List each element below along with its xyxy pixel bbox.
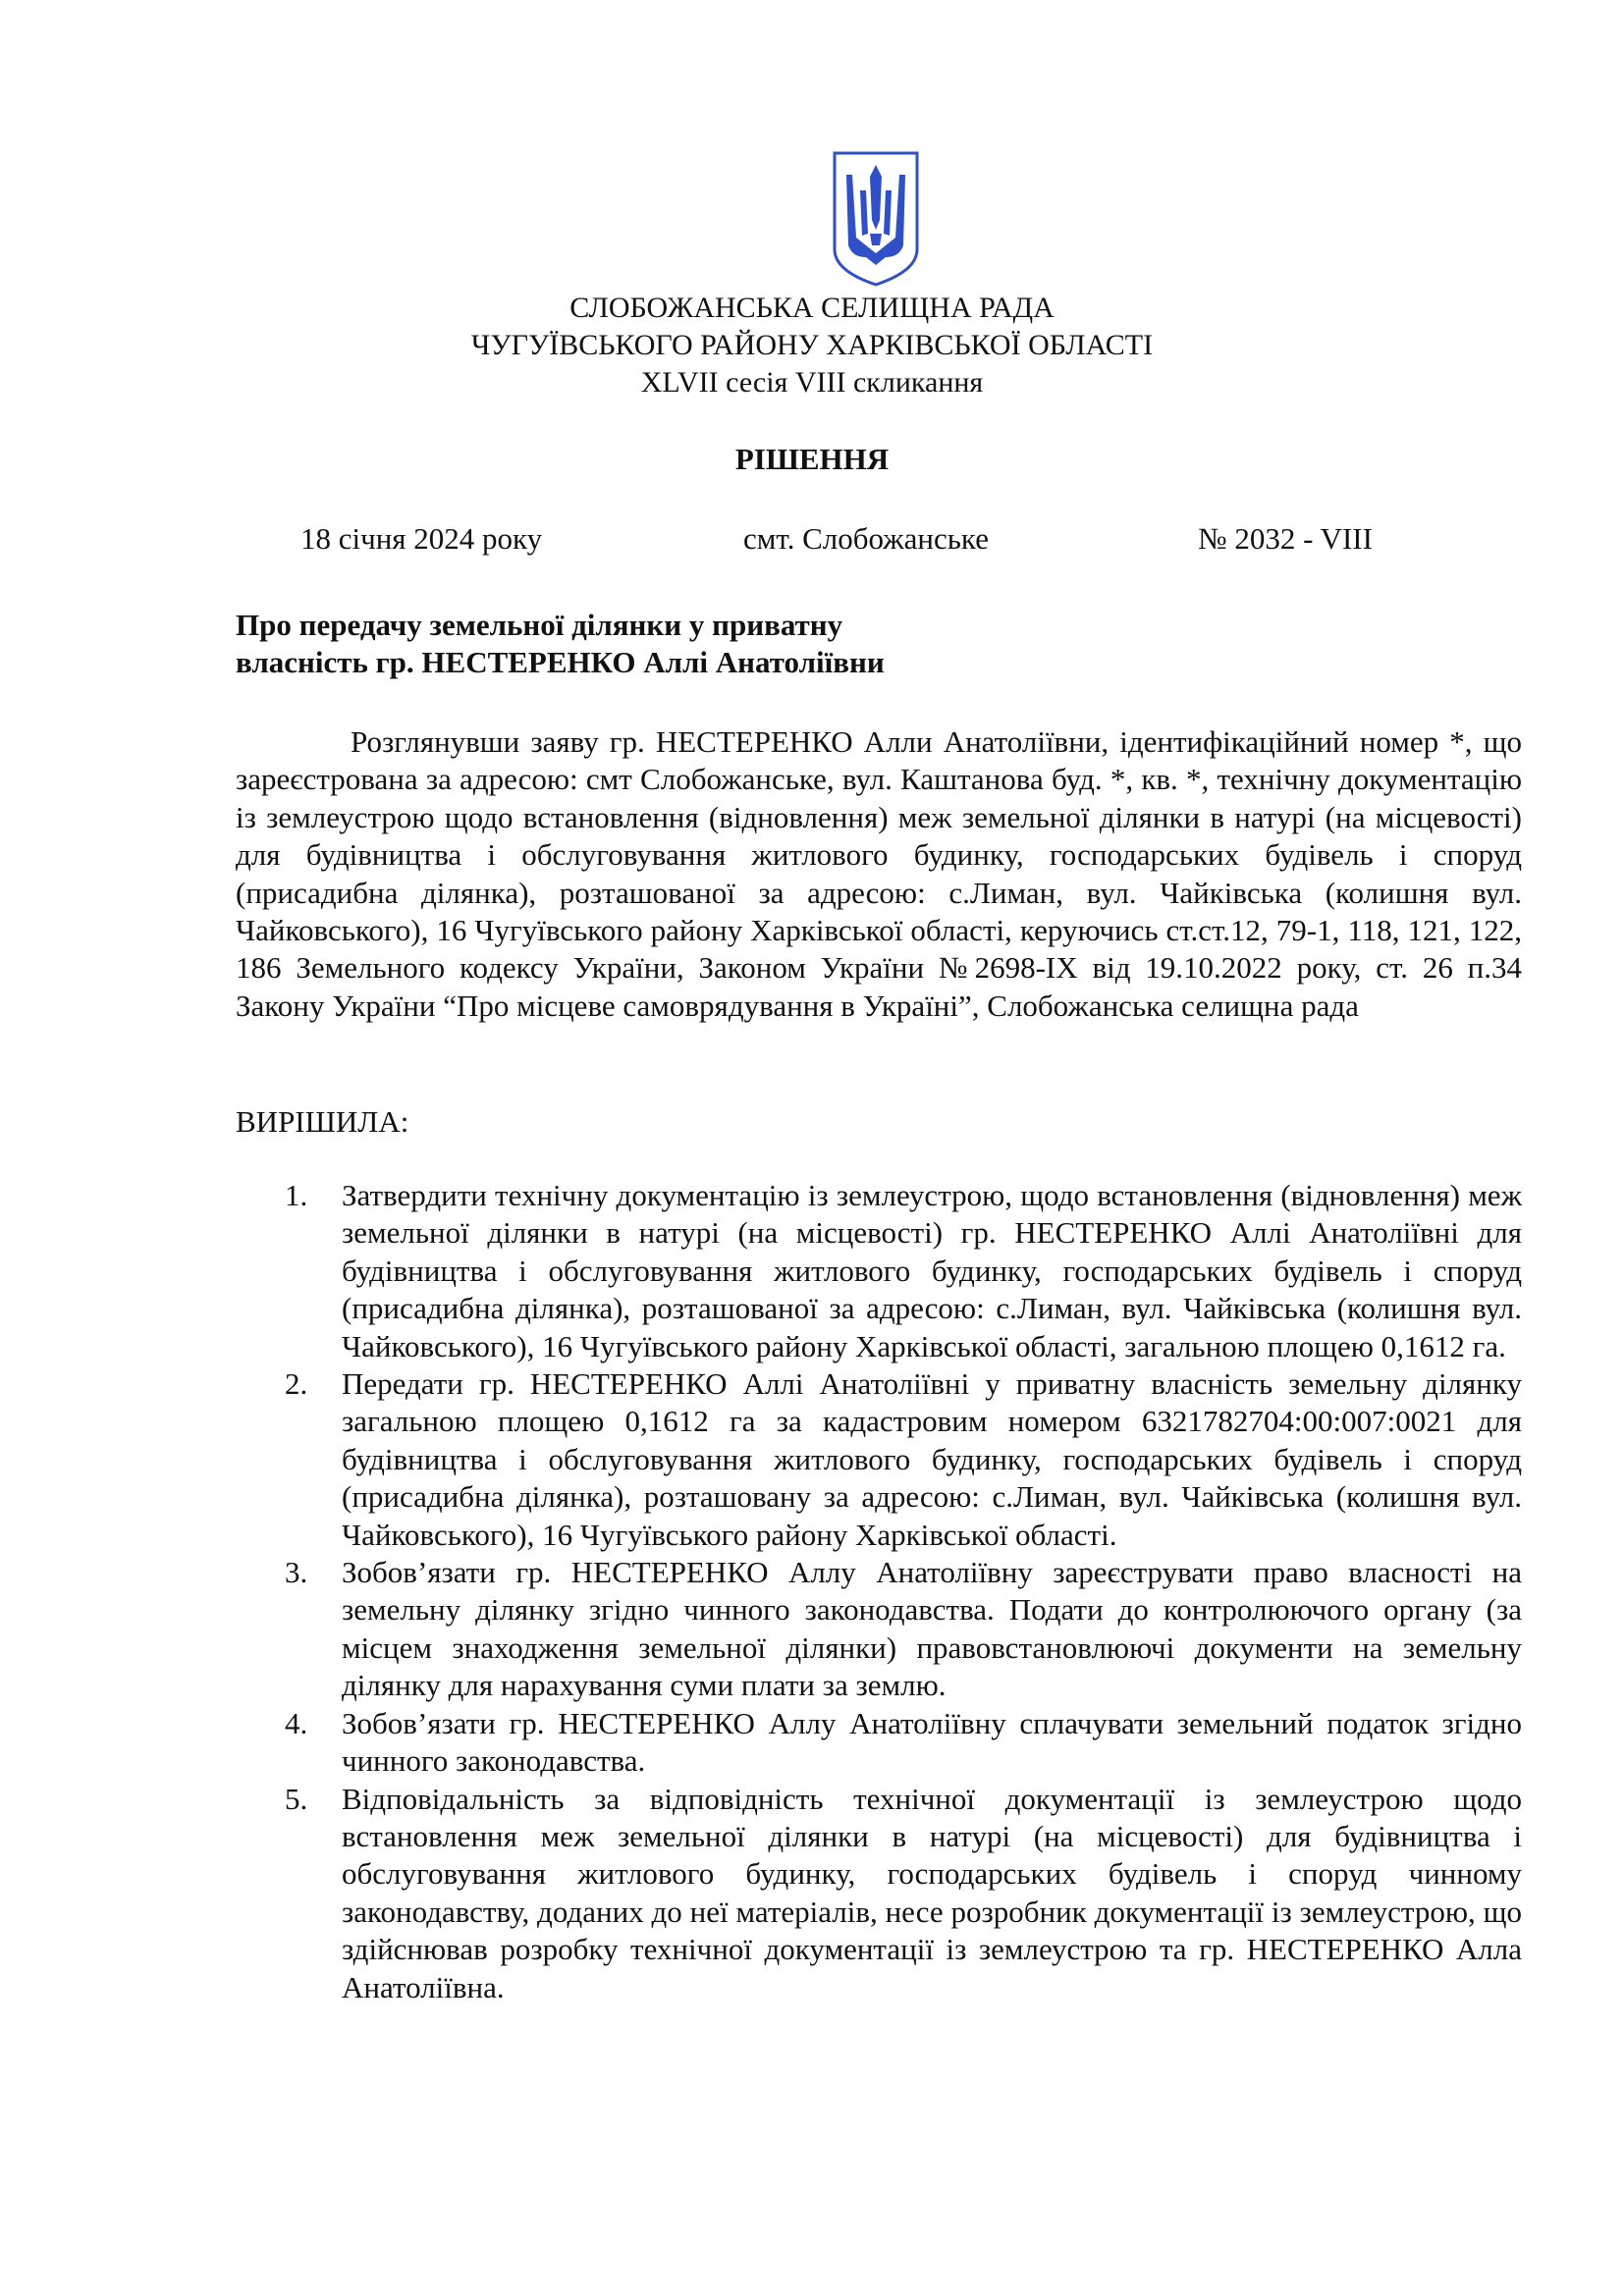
item-text: Передати гр. НЕСТЕРЕНКО Аллі Анатоліївні у приватну власність земельну ділянку загальною площею 0,1612 га за кадастровим номером 6321782704:00:007:0021 для будівництва і обслуговування житлового будинку, господарських будівель і споруд (присадибна ділянка), розташовану за адресою: с.Лиман, вул. Чайківська (колишня вул. Чайковського), 16 Чугуївського району Харківської області.	[342, 1366, 1522, 1552]
preamble-paragraph: Розглянувши заяву гр. НЕСТЕРЕНКО Алли Анатоліївни, ідентифікаційний номер *, що зареєстрована за адресою: смт Слобожанське, вул. Каштанова буд. *, кв. *, технічну документацію із землеустрою щодо встановлення (відновлення) меж земельної ділянки в натурі (на місцевості) для будівництва і обслуговування житлового будинку, господарських будівель і споруд (присадибна ділянка), розташованої за адресою: с.Лиман, вул. Чайківська (колишня вул. Чайковського), 16 Чугуївського району Харківської області, керуючись ст.ст.12, 79-1, 118, 121, 122, 186 Земельного кодексу України, Законом України №2698-ІХ від 19.10.2022 року, ст. 26 п.34 Закону України “Про місцеве самоврядування в Україні”, Слобожанська селищна рада	[236, 724, 1522, 1023]
decision-place: смт. Слобожанське	[743, 521, 989, 556]
decision-item	[285, 1781, 1522, 2006]
resolved-label: ВИРІШИЛА:	[236, 1104, 409, 1139]
doc-type-title: РІШЕННЯ	[734, 442, 890, 476]
item-number: 2.	[285, 1366, 308, 1402]
decision-item	[285, 1177, 1522, 1365]
district-name: ЧУГУЇВСЬКОГО РАЙОНУ ХАРКІВСЬКОЇ ОБЛАСТІ	[470, 329, 1154, 361]
ukraine-trident-coat-of-arms-icon	[831, 151, 921, 287]
item-text: Зобов’язати гр. НЕСТЕРЕНКО Аллу Анатоліївну зареєструвати право власності на земельну ділянку згідно чинного законодавства. Подати до контролюючого органу (за місцем знаходження земельної ділянки) правовстановлюючі документи на земельну ділянку для нарахування суми плати за землю.	[342, 1555, 1522, 1703]
item-number: 4.	[285, 1705, 308, 1740]
decision-list	[285, 1177, 1522, 2006]
decision-number: № 2032 - VIII	[1198, 521, 1373, 556]
item-number: 1.	[285, 1178, 308, 1212]
item-text: Зобов’язати гр. НЕСТЕРЕНКО Аллу Анатоліївну сплачувати земельний податок згідно чинного законодавства.	[342, 1705, 1522, 1779]
item-number: 5.	[285, 1781, 308, 1816]
item-text: Відповідальність за відповідність технічної документації із землеустрою щодо встановлення меж земельної ділянки в натурі (на місцевості) для будівництва і обслуговування житлового будинку, господарських будівель і споруд чинному законодавству, доданих до неї матеріалів, несе розробник документації із землеустрою, що здійснював розробку технічної документації із землеустрою та гр. НЕСТЕРЕНКО Алла Анатоліївна.	[342, 1781, 1522, 2004]
decision-item	[285, 1705, 1522, 1781]
session-line: XLVII сесія VIII скликання	[640, 366, 984, 399]
decision-item	[285, 1554, 1522, 1705]
decision-item	[285, 1365, 1522, 1554]
subject-line-1: Про передачу земельної ділянки у приватну	[236, 608, 843, 642]
subject-line-2: власність гр. НЕСТЕРЕНКО Аллі Анатоліївни	[236, 645, 885, 679]
item-text: Затвердити технічну документацію із землеустрою, щодо встановлення (відновлення) меж земельної ділянки в натурі (на місцевості) гр. НЕСТЕРЕНКО Аллі Анатоліївні для будівництва і обслуговування житлового будинку, господарських будівель і споруд (присадибна ділянка), розташованої за адресою: с.Лиман, вул. Чайківська (колишня вул. Чайковського), 16 Чугуївського району Харківської області, загальною площею 0,1612 га.	[342, 1178, 1522, 1363]
item-number: 3.	[285, 1555, 308, 1590]
decision-date: 18 січня 2024 року	[300, 521, 543, 556]
council-name: СЛОБОЖАНСЬКА СЕЛИЩНА РАДА	[569, 292, 1055, 324]
